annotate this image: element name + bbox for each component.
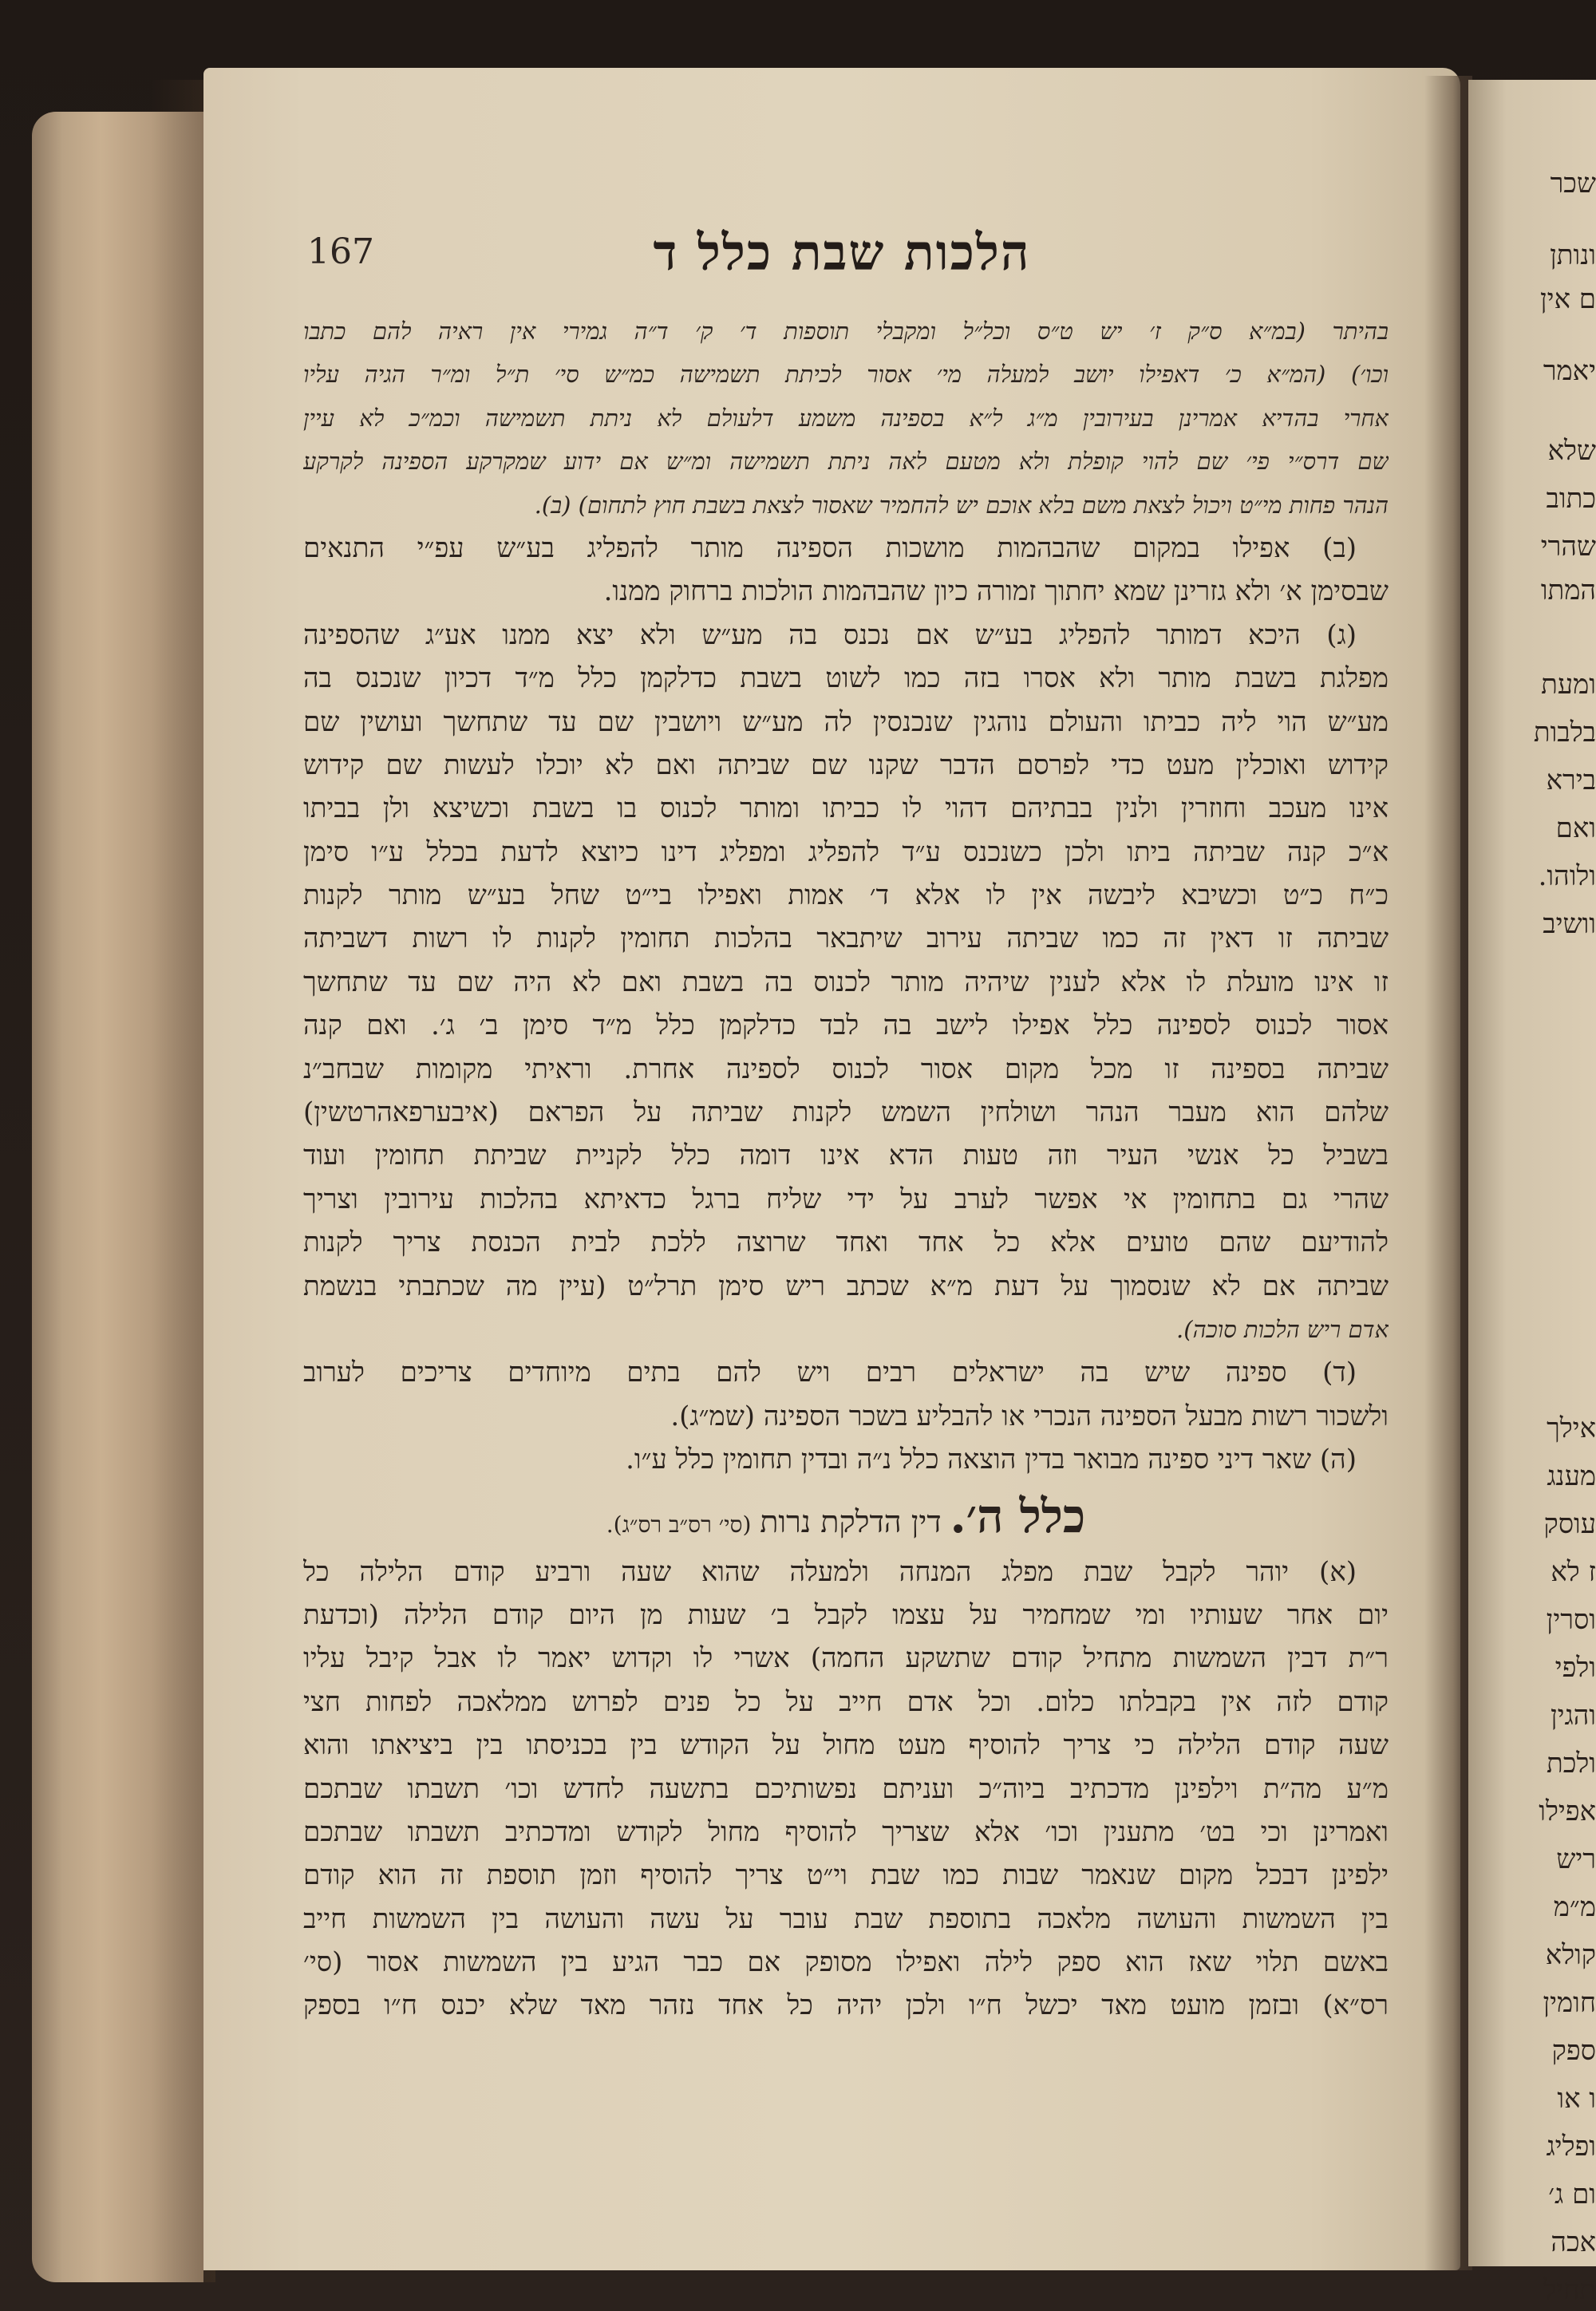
next-page-fragment: מענג — [1547, 1460, 1596, 1492]
text-line: שעה קודם הלילה כי צריך להוסיף מעט מחול על הקודש בין בכניסתו בין ביציאתו והוא — [303, 1729, 1389, 1762]
text-line: אסור לכנוס לספינה כלל אפילו לישב בה לבד כדלקמן כלל מ״ד סימן ב׳ ג׳. ואם קנה — [303, 1009, 1389, 1042]
text-line: שלהם הוא מעבר הנהר ושולחין השמש לקנות שביתה על הפראם (איבערפאהרטשין) — [303, 1096, 1389, 1129]
text-line: מע״ש הוי ליה כביתו והעולם נוהגין שנכנסין לה מע״ש ויושבין שם עד שתחשך ועושין שם — [303, 705, 1389, 738]
next-page-fragment: מ״מ — [1553, 1891, 1596, 1923]
text-line: ילפינן דבכל מקום שנאמר שבות כמו שבת וי״ט צריך להוסיף וזמן תוספת זה הוא קודם — [303, 1859, 1389, 1892]
text-line: ר״ת דבין השמשות מתחיל קודם שתשקע החמה) אשרי לו וקדוש יאמר לו אבל קיבל עליו — [303, 1642, 1389, 1675]
section-number: כלל ה׳. — [950, 1488, 1086, 1543]
text-line: באשם תלוי שאז הוא ספק לילה ואפילו מסופק אם כבר הגיע בין השמשות אסור (סי׳ — [303, 1946, 1389, 1979]
next-page-fragment: עוסק — [1543, 1508, 1596, 1540]
book-gutter — [1424, 76, 1472, 2270]
next-page-fragment: אילך — [1547, 1412, 1596, 1444]
next-page-fragment: המתו — [1540, 575, 1596, 606]
text-line: שבסימן א׳ ולא גזרינן שמא יחתוך זמורה כיון שהבהמות הולכות ברחוק ממנו. — [603, 575, 1389, 608]
section-heading — [303, 1482, 1389, 1551]
paragraphs-before-heading — [303, 310, 1389, 1482]
next-page-fragment: ספק — [1551, 2035, 1596, 2067]
text-line: אדם ריש הלכות סוכה). — [1176, 1315, 1389, 1343]
text-line: שביתה אם לא שנסמוך על דעת מ״א שכתב ריש סימן תרל״ט (עיין מה שכתבתי בנשמת — [303, 1270, 1389, 1302]
next-page-fragment: ופליג — [1546, 2131, 1596, 2163]
section-title: דין הדלקת נרות — [760, 1503, 942, 1539]
text-line: זו אינו מועלת לו אלא לענין שיהיה מותר לכנוס בה בשבת ואם לא היה שם עד שתחשך — [303, 966, 1389, 998]
text-line: (ד) ספינה שיש בה ישראלים רבים ויש להם בתים מיוחדים צריכים לערוב — [303, 1357, 1357, 1389]
next-page-fragment: והגין — [1550, 1700, 1596, 1732]
page-header — [307, 223, 1377, 295]
text-line: יום אחר שעותיו ומי שמחמיר על עצמו לקבל ב׳ שעות מן היום קודם הלילה (וכדעת — [303, 1598, 1389, 1631]
next-page-fragment: ואם — [1555, 812, 1596, 844]
next-page-fragment: כתוב — [1546, 483, 1596, 515]
next-page-fragment: שלא — [1547, 435, 1596, 467]
next-page-fragment: שהרי — [1540, 531, 1596, 563]
text-line: וכו׳) (המ״א כ׳ דאפילו יושב למעלה מי׳ אסור לכיתת תשמישה כמ״ש סי׳ ת״ל ומ״ר הגיה עליו — [303, 361, 1389, 389]
text-line: בין השמשות והעושה מלאכה בתוספת שבת עובר על עשה והעושה בין השמשות חייב — [303, 1902, 1389, 1935]
text-line: שביתה בספינה זו מכל מקום אסור לכנוס לספינה אחרת. וראיתי מקומות שבחב״נ — [303, 1053, 1389, 1085]
text-line: (א) יוהר לקבל שבת מפלג המנחה ולמעלה שהוא שעה ורביע קודם הלילה כל — [303, 1555, 1357, 1588]
body-text — [303, 310, 1389, 2028]
text-line: קודם לזה אין בקבלתו כלום. וכל אדם חייב על כל פנים לפרוש ממלאכה לפחות חצי — [303, 1685, 1389, 1718]
next-page-fragment: אכה — [1551, 2226, 1596, 2258]
next-page-fragment: בלבות — [1533, 717, 1596, 749]
text-line: בהיתר (במ״א ס״ק ז׳ יש ט״ס וכל״ל ומקבלי תוספות ד׳ ק׳ ד״ה גמירי אין ראיה להם כתבו — [303, 318, 1389, 345]
text-line: מפלגת בשבת מותר ולא אסרו בזה כמו לשוט בשבת כדלקמן כלל מ״ד דכיון שנכנס בה — [303, 662, 1389, 695]
next-page-fragment: ונותן — [1550, 239, 1596, 271]
text-line: אחרי בהדיא אמרינן בעירובין מ״ג ל״א בספינה משמע דלעולם לא ניתת תשמישה וכמ״כ לא עיין — [303, 404, 1389, 432]
text-line: רס״א) ובזמן מועט מאד יכשל ח״ו ולכן יהיה כל אחד נזהר מאד שלא יכנס ח״ו בספק — [303, 1989, 1389, 2022]
text-line: ואמרינן וכי בט׳ מתענין וכו׳ אלא שצריך להוסיף מחול לקודש ומדכתיב תשבתו שבתכם — [303, 1815, 1389, 1848]
text-line: שהרי גם בתחומין אי אפשר לערב על ידי שליח ברגל כדאיתא בהלכות עירובין וצריך — [303, 1183, 1389, 1215]
paragraphs-after-heading — [303, 1551, 1389, 2028]
next-page-fragment: ום ג׳ — [1548, 2179, 1596, 2210]
text-line: אינו מעכב וחוזרין ולנין בבתיהם דהוי לו כביתו ומותר לכנוס בו בשבת וכשיצא ולן בביתו — [303, 792, 1389, 825]
next-page-fragment: קולא — [1545, 1939, 1596, 1971]
next-page-fragment: תחיל — [1543, 2274, 1596, 2306]
page-number: 167 — [307, 231, 374, 272]
text-line: כ״ח כ״ט וכשיבא ליבשה אין לו אלא ד׳ אמות ואפילו בי״ט שחל בע״ש מותר לקנות — [303, 879, 1389, 912]
next-page-fragment: וסרין — [1546, 1604, 1596, 1636]
next-page — [1468, 80, 1596, 2306]
running-title: הלכות שבת כלל ד — [653, 223, 1031, 282]
next-page-fragment: בירא — [1546, 764, 1596, 796]
next-page-fragment: ולכת — [1547, 1748, 1596, 1780]
next-page-fragment: ז לא — [1551, 1556, 1596, 1588]
next-page-fragment: ם אין — [1539, 283, 1596, 315]
text-line: (ה) שאר דיני ספינה מבואר בדין הוצאה כלל נ״ה ובדין תחומין כלל ע״ו. — [626, 1444, 1357, 1476]
text-line: מ״ע מה״ת וילפינן מדכתיב ביוה״כ ועניתם נפשותיכם בתשעה לחדש וכו׳ תשבתו שבתכם — [303, 1772, 1389, 1805]
next-page-fragment: יאמר — [1543, 355, 1596, 387]
next-page-fragment: ולפי — [1555, 1652, 1596, 1684]
next-page-fragment: אפילו — [1539, 1795, 1596, 1827]
next-page-fragment: ריש — [1556, 1843, 1596, 1875]
next-page-fragment: ומעת — [1541, 669, 1596, 701]
next-page-fragment: ולוהו. — [1538, 860, 1596, 892]
text-line: קידוש ואוכלין מעט כדי לפרסם הדבר שקנו שם שביתה ואם לא יוכלו לעשות שם קידוש — [303, 749, 1389, 781]
next-page-fragment: שכר — [1550, 168, 1596, 199]
text-line: (ב) אפילו במקום שהבהמות מושכות הספינה מותר להפליג בע״ש עפ״י התנאים — [303, 531, 1357, 564]
text-line: הנהר פחות מי״ט ויכול לצאת משם בלא אוכם יש להחמיר שאסור לצאת בשבת חוץ לתחום) (ב). — [534, 491, 1389, 519]
text-line: שם דרס״י פי׳ שם להוי קופלת ולא מטעם לאה ניתת תשמישה ומ״ש אם ידוע שמקרקע הספינה לקרקע — [303, 448, 1389, 476]
text-line: להודיעם שהם טועים אלא כל אחד ואחד שרוצה ללכת לבית הכנסת צריך לקנות — [303, 1227, 1389, 1259]
text-line: ולשכור רשות מבעל הספינה הנכרי או להבליע בשכר הספינה (שמ״ג). — [670, 1400, 1389, 1432]
section-reference: (סי׳ רס״ב רס״ג). — [606, 1511, 752, 1538]
text-line: (ג) היכא דמותר להפליג בע״ש אם נכנס בה מע״ש ולא יצא ממנו אע״ג שהספינה — [303, 618, 1357, 651]
next-page-fragment: חומין — [1543, 1987, 1596, 2019]
text-line: שביתה זו דאין זה כמו שביתה עירוב שיתבאר בהלכות תחומין לקנות לו רשות דשביתה — [303, 922, 1389, 955]
next-page-fragment: ו או — [1557, 2083, 1596, 2115]
next-page-fragment: וושיב — [1543, 908, 1596, 940]
text-line: א״כ קנה שביתה ביתו ולכן כשנכנס ע״ד להפליג ומפליג דינו כיוצא לדעת בכלל ע״ו סימן — [303, 836, 1389, 868]
text-line: בשביל כל אנשי העיר וזה טעות הדא אינו דומה כלל לקניית שביתת תחומין ועוד — [303, 1140, 1389, 1172]
